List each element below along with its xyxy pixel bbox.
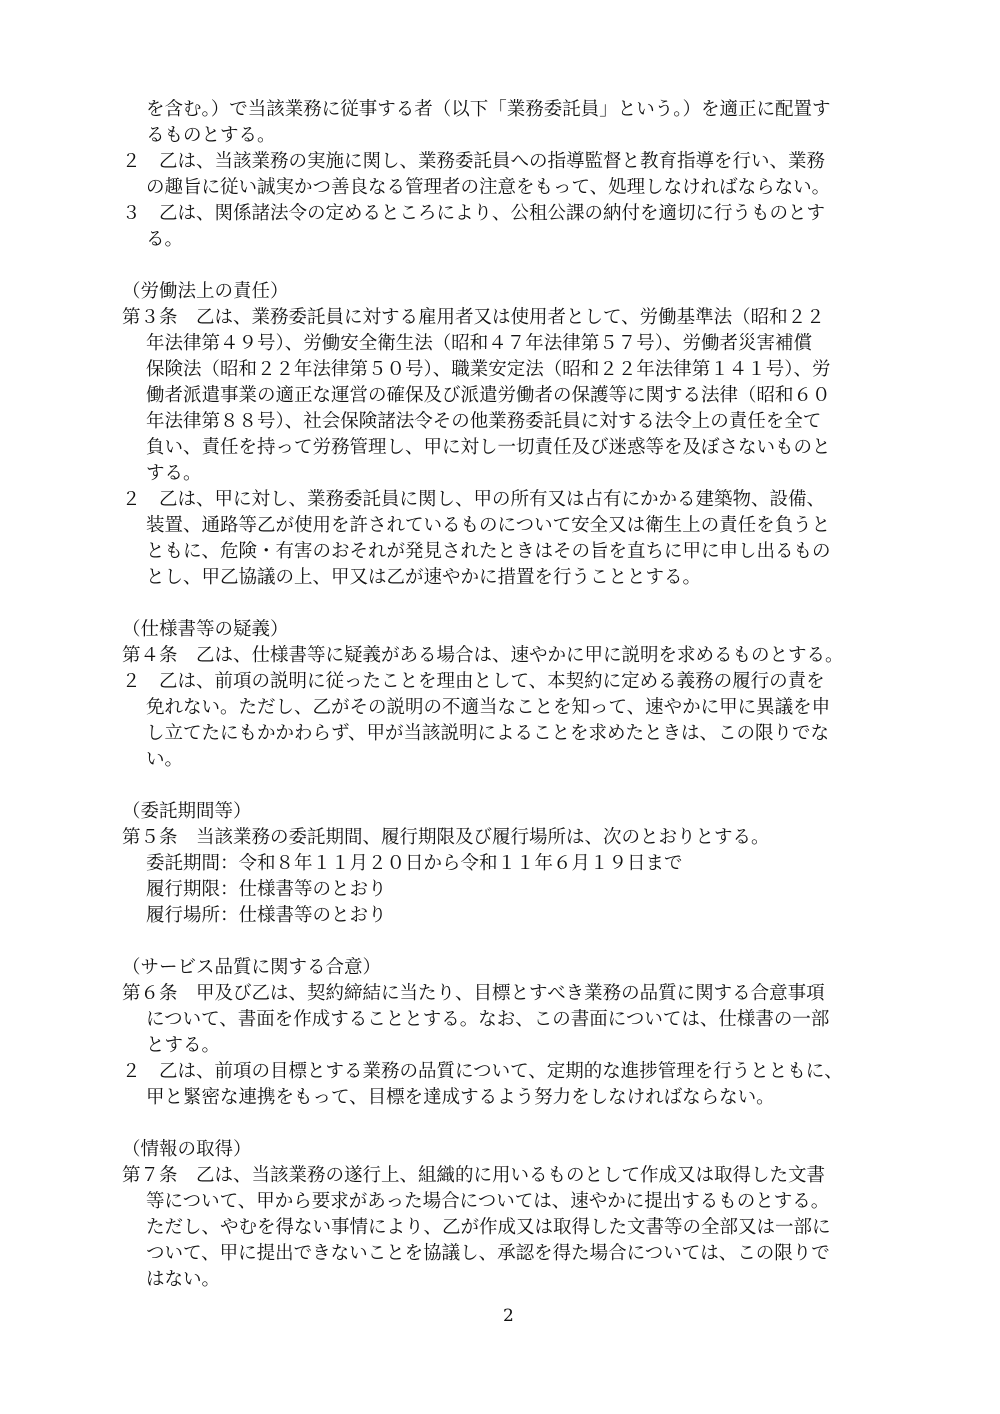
text-line: ３ 乙は、関係諸法令の定めるところにより、公租公課の納付を適切に行うものとす: [122, 203, 826, 224]
text-line: とする。: [146, 1035, 221, 1056]
text-line: する。: [146, 463, 202, 484]
section-heading: （労働法上の責任）: [122, 281, 289, 302]
text-line: 第３条 乙は、業務委託員に対する雇用者又は使用者として、労働基準法（昭和２２: [122, 307, 825, 328]
text-line: ともに、危険・有害のおそれが発見されたときはその旨を直ちに甲に申し出るもの: [146, 541, 831, 562]
text-line: ただし、やむを得ない事情により、乙が作成又は取得した文書等の全部又は一部に: [146, 1217, 831, 1238]
text-line: 履行期限：仕様書等のとおり: [146, 879, 387, 900]
text-line: 免れない。ただし、乙がその説明の不適当なことを知って、速やかに甲に異議を申: [146, 697, 831, 718]
page-number: 2: [503, 1306, 514, 1326]
text-line: 年法律第８８号）、社会保険諸法令その他業務委託員に対する法令上の責任を全て: [146, 411, 822, 432]
text-line: 働者派遣事業の適正な運営の確保及び派遣労働者の保護等に関する法律（昭和６０: [146, 385, 831, 406]
text-line: 第７条 乙は、当該業務の遂行上、組織的に用いるものとして作成又は取得した文書: [122, 1165, 826, 1186]
text-line: について、書面を作成することとする。なお、この書面については、仕様書の一部: [146, 1009, 830, 1030]
text-line: 年法律第４９号）、労働安全衛生法（昭和４７年法律第５７号）、労働者災害補償: [146, 333, 813, 354]
text-line: 第４条 乙は、仕様書等に疑義がある場合は、速やかに甲に説明を求めるものとする。: [122, 645, 844, 666]
text-line: ２ 乙は、前項の説明に従ったことを理由として、本契約に定める義務の履行の責を: [122, 671, 825, 692]
text-line: 第６条 甲及び乙は、契約締結に当たり、目標とすべき業務の品質に関する合意事項: [122, 983, 825, 1004]
text-line: ２ 乙は、前項の目標とする業務の品質について、定期的な進捗管理を行うとともに、: [122, 1061, 843, 1082]
section-heading: （仕様書等の疑義）: [122, 619, 289, 640]
text-line: とし、甲乙協議の上、甲又は乙が速やかに措置を行うこととする。: [146, 567, 702, 588]
text-line: の趣旨に従い誠実かつ善良なる管理者の注意をもって、処理しなければならない。: [146, 177, 831, 198]
text-line: 甲と緊密な連携をもって、目標を達成するよう努力をしなければならない。: [146, 1087, 775, 1108]
text-line: 委託期間：令和８年１１月２０日から令和１１年６月１９日まで: [146, 853, 683, 874]
section-heading: （委託期間等）: [122, 801, 252, 822]
section-heading: （情報の取得）: [122, 1139, 252, 1160]
text-line: ２ 乙は、当該業務の実施に関し、業務委託員への指導監督と教育指導を行い、業務: [122, 151, 826, 172]
text-line: し立てたにもかかわらず、甲が当該説明によることを求めたときは、この限りでな: [146, 723, 830, 744]
text-line: る。: [146, 229, 184, 250]
text-line: るものとする。: [146, 125, 276, 146]
text-line: ２ 乙は、甲に対し、業務委託員に関し、甲の所有又は占有にかかる建築物、設備、: [122, 489, 826, 510]
text-line: い。: [146, 749, 184, 770]
text-line: 等について、甲から要求があった場合については、速やかに提出するものとする。: [146, 1191, 830, 1212]
text-line: 負い、責任を持って労務管理し、甲に対し一切責任及び迷惑等を及ぼさないものと: [146, 437, 831, 458]
text-line: 装置、通路等乙が使用を許されているものについて安全又は衛生上の責任を負うと: [146, 515, 831, 536]
text-line: 保険法（昭和２２年法律第５０号）、職業安定法（昭和２２年法律第１４１号）、労: [146, 359, 831, 380]
text-line: 履行場所：仕様書等のとおり: [146, 905, 387, 926]
text-line: を含む。）で当該業務に従事する者（以下「業務委託員」という。）を適正に配置す: [146, 99, 831, 120]
text-line: 第５条 当該業務の委託期間、履行期限及び履行場所は、次のとおりとする。: [122, 827, 770, 848]
text-line: ついて、甲に提出できないことを協議し、承認を得た場合については、この限りで: [146, 1243, 830, 1264]
section-heading: （サービス品質に関する合意）: [122, 957, 382, 978]
text-line: はない。: [146, 1269, 221, 1290]
